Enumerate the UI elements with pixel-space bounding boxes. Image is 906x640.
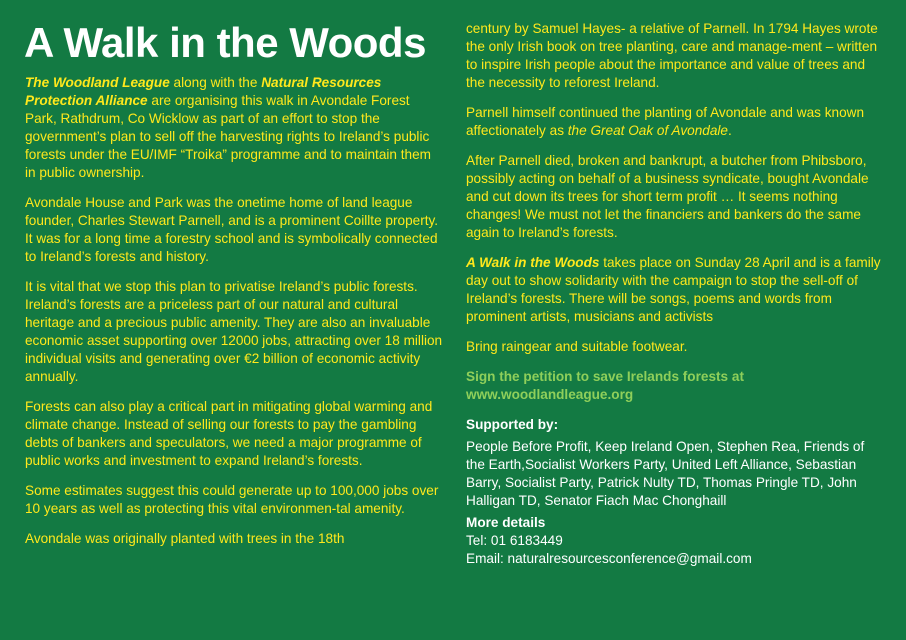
estimates-paragraph: Some estimates suggest this could generate up to 100,000 jobs over 10 years as well as protecting this vital environmen-tal amenity. [25,483,439,516]
raingear-paragraph: Bring raingear and suitable footwear. [466,339,688,354]
intro-paragraph [25,74,443,182]
contact-details [466,532,884,568]
planted-paragraph: Avondale was originally planted with trees in the 18th [25,531,345,546]
left-column [25,0,443,560]
petition-callout [466,368,884,404]
intro-text-2: are organising this walk in Avondale Forest Park, Rathdrum, Co Wicklow as part of an effort to stop the government’s plan to sell off the harvesting rights to Ireland’s public forests under the EU/IMF “Troika” programme and to maintain them in public ownership. [25,93,431,180]
supported-by-heading: Supported by: [466,417,559,432]
parnell-paragraph [466,104,884,140]
right-column [466,20,884,568]
contact-email[interactable]: Email: naturalresourcesconference@gmail.com [466,551,752,566]
more-details-heading: More details [466,515,546,530]
petition-text: Sign the petition to save Irelands forests at [466,369,744,384]
climate-paragraph: Forests can also play a critical part in mitigating global warming and climate change. Instead of selling our forests to pay the gambling debts of bankers and speculators, we need a major programme of public works and investment to expand Ireland’s forests. [25,399,433,468]
butcher-paragraph: After Parnell died, broken and bankrupt, a butcher from Phibsboro, possibly acting on behalf of a business syndicate, bought Avondale and cut down its trees for short term profit … It seems nothing changes! We must not let the financiers and bankers do the same again to Ireland’s forests. [466,153,869,240]
supporters-list: People Before Profit, Keep Ireland Open, Stephen Rea, Friends of the Earth,Socialist Workers Party, United Left Alliance, Sebastian Barry, Socialist Party, Patrick Nulty TD, Thomas Pringle TD, John Halligan TD, Senator Fiach Mac Chonghaill [466,439,865,508]
org-woodland-league: The Woodland League [25,75,170,90]
petition-link[interactable]: www.woodlandleague.org [466,387,634,402]
hayes-paragraph: century by Samuel Hayes- a relative of Parnell. In 1794 Hayes wrote the only Irish book on tree planting, care and manage-ment – written to inspire Irish people about the importance and value of trees and the necessity to reforest Ireland. [466,21,878,90]
contact-tel: Tel: 01 6183449 [466,533,563,548]
org-nrpa: Natural Resources Protection Alliance [25,75,382,108]
event-paragraph [466,254,884,326]
parnell-text-2: . [728,123,732,138]
parnell-text-1: Parnell himself continued the planting of Avondale and was known affectionately as [466,105,865,138]
great-oak-nickname: the Great Oak of Avondale [567,123,728,138]
vital-paragraph: It is vital that we stop this plan to privatise Ireland’s public forests. Ireland’s forests are a priceless part of our natural and cultural heritage and a precious public amenity. They are also an invaluable economic asset supporting over 12000 jobs, attracting over 18 million individual visits and generating over €2 billion of economic activity annually. [25,279,443,384]
page-title: A Walk in the Woods [24,19,426,66]
event-text: takes place on Sunday 28 April and is a family day out to show solidarity with the campaign to stop the sell-off of Ireland’s forests. There will be songs, poems and words from prominent artists, musicians and activists [466,255,881,324]
avondale-house-paragraph: Avondale House and Park was the onetime home of land league founder, Charles Stewart Parnell, and is a prominent Coillte property. It was for a long time a forestry school and is symbolically connected to Ireland’s forests and history. [25,195,439,264]
intro-text-1: along with the [169,75,262,90]
event-name: A Walk in the Woods [466,255,600,270]
